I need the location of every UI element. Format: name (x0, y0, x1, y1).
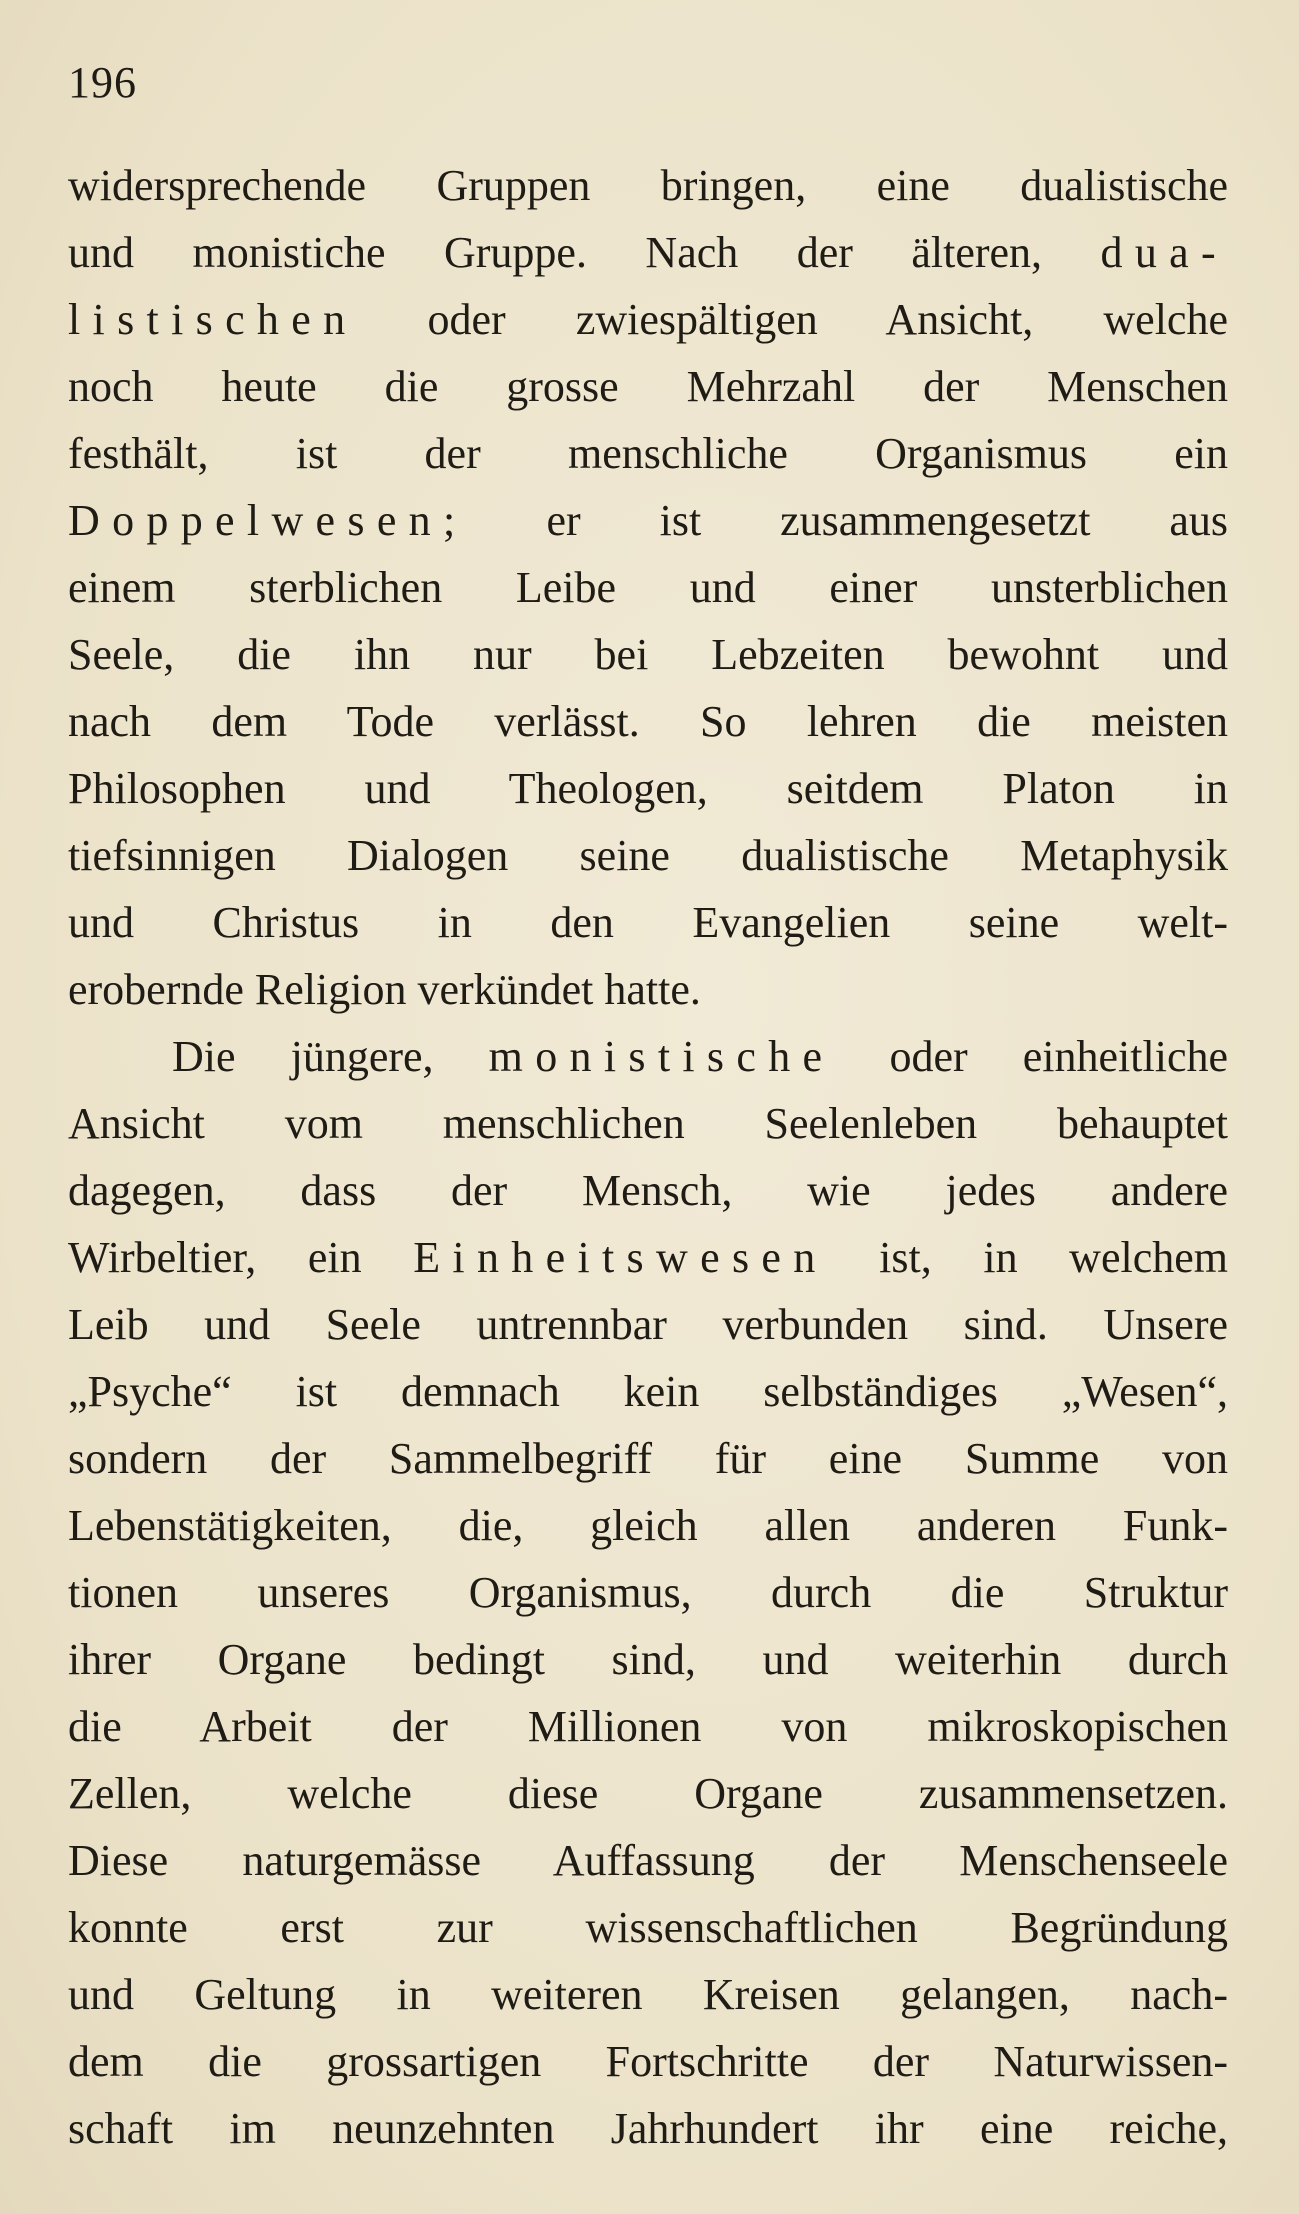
text-segment: „Psyche“ ist demnach kein selbständiges „Wesen“, (68, 1367, 1228, 1416)
text-segment: Philosophen und Theologen, seitdem Platon in (68, 764, 1228, 813)
text-line (68, 1961, 1228, 2028)
text-line (68, 1157, 1228, 1224)
text-line (68, 219, 1228, 286)
text-line (68, 1224, 1228, 1291)
text-segment: nach dem Tode verlässt. So lehren die meisten (68, 697, 1228, 746)
text-line (68, 2028, 1228, 2095)
text-segment: Seele, die ihn nur bei Lebzeiten bewohnt und (68, 630, 1228, 679)
text-line (68, 1693, 1228, 1760)
text-segment: Wirbeltier, ein (68, 1233, 414, 1282)
text-segment: noch heute die grosse Mehrzahl der Menschen (68, 362, 1228, 411)
text-line (68, 1760, 1228, 1827)
text-segment: festhält, ist der menschliche Organismus ein (68, 429, 1228, 478)
page-number: 196 (68, 58, 137, 107)
text-segment: die Arbeit der Millionen von mikroskopischen (68, 1702, 1228, 1751)
text-line (68, 353, 1228, 420)
spaced-emphasis: listischen (68, 295, 358, 344)
spaced-emphasis: Einheitswesen (413, 1233, 828, 1282)
text-line (68, 822, 1228, 889)
text-line (68, 1827, 1228, 1894)
text-line (68, 1894, 1228, 1961)
text-segment: erobernde Religion verkündet hatte. (68, 965, 701, 1014)
text-line (68, 956, 1228, 1023)
text-line (68, 1559, 1228, 1626)
text-line (68, 554, 1228, 621)
spaced-emphasis: monistische (488, 1032, 835, 1081)
text-segment: tionen unseres Organismus, durch die Struktur (68, 1568, 1228, 1617)
text-segment: Lebenstätigkeiten, die, gleich allen anderen Funk- (68, 1501, 1228, 1550)
text-line (68, 889, 1228, 956)
paragraph-2 (68, 1023, 1228, 2162)
text-segment: dem die grossartigen Fortschritte der Naturwissen- (68, 2037, 1228, 2086)
text-line (68, 1291, 1228, 1358)
text-segment: Leib und Seele untrennbar verbunden sind. Unsere (68, 1300, 1228, 1349)
text-segment: Diese naturgemässe Auffassung der Menschenseele (68, 1836, 1228, 1885)
spaced-emphasis: dua- (1100, 228, 1228, 277)
text-segment: Die jüngere, (172, 1032, 489, 1081)
text-segment: Ansicht vom menschlichen Seelenleben behauptet (68, 1099, 1228, 1148)
text-segment: sondern der Sammelbegriff für eine Summe von (68, 1434, 1228, 1483)
text-line (68, 487, 1228, 554)
text-segment: Zellen, welche diese Organe zusammensetzen. (68, 1769, 1228, 1818)
text-segment: ihrer Organe bedingt sind, und weiterhin durch (68, 1635, 1228, 1684)
text-segment: er ist zusammengesetzt aus (467, 496, 1228, 545)
text-line (68, 755, 1228, 822)
text-line (68, 1425, 1228, 1492)
text-line (68, 1626, 1228, 1693)
text-segment: konnte erst zur wissenschaftlichen Begründung (68, 1903, 1228, 1952)
text-segment: oder einheitliche (834, 1032, 1228, 1081)
text-line (68, 1492, 1228, 1559)
text-segment: und monistiche Gruppe. Nach der älteren, (68, 228, 1101, 277)
text-segment: dagegen, dass der Mensch, wie jedes andere (68, 1166, 1228, 1215)
text-line (68, 1090, 1228, 1157)
text-line (68, 1023, 1228, 1090)
text-segment: und Geltung in weiteren Kreisen gelangen, nach- (68, 1970, 1228, 2019)
text-segment: widersprechende Gruppen bringen, eine dualistische (68, 161, 1228, 210)
paragraph-1 (68, 152, 1228, 1023)
text-line (68, 420, 1228, 487)
text-line (68, 286, 1228, 353)
text-line (68, 1358, 1228, 1425)
text-segment: und Christus in den Evangelien seine welt- (68, 898, 1228, 947)
text-line (68, 688, 1228, 755)
text-segment: schaft im neunzehnten Jahrhundert ihr eine reiche, (68, 2104, 1228, 2153)
spaced-emphasis: Doppelwesen; (68, 496, 468, 545)
text-segment: einem sterblichen Leibe und einer unsterblichen (68, 563, 1228, 612)
text-line (68, 152, 1228, 219)
text-segment: oder zwiespältigen Ansicht, welche (357, 295, 1228, 344)
text-segment: tiefsinnigen Dialogen seine dualistische Metaphysik (68, 831, 1228, 880)
text-line (68, 621, 1228, 688)
text-segment: ist, in welchem (827, 1233, 1228, 1282)
body-text (68, 152, 1228, 2162)
text-line (68, 2095, 1228, 2162)
